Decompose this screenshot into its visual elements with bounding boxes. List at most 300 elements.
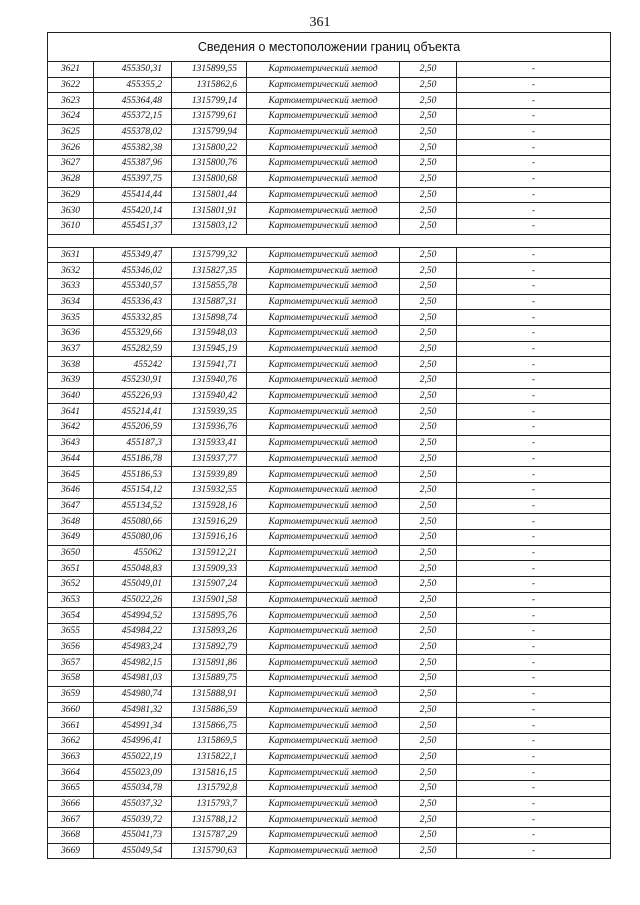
point-number-cell: 3633 bbox=[48, 278, 94, 294]
coord-y-cell: 1315940,42 bbox=[172, 388, 247, 404]
coord-y-cell: 1315862,6 bbox=[172, 77, 247, 93]
coord-y-cell: 1315793,7 bbox=[172, 796, 247, 812]
method-cell: Картометрический метод bbox=[247, 109, 400, 125]
point-number-cell: 3621 bbox=[48, 62, 94, 78]
accuracy-cell: 2,50 bbox=[400, 608, 457, 624]
table-row bbox=[48, 718, 611, 734]
table-row bbox=[48, 529, 611, 545]
point-number-cell: 3636 bbox=[48, 326, 94, 342]
accuracy-cell: 2,50 bbox=[400, 498, 457, 514]
description-cell: - bbox=[457, 686, 611, 702]
coord-y-cell: 1315822,1 bbox=[172, 749, 247, 765]
coord-x-cell: 455414,44 bbox=[94, 187, 172, 203]
coord-y-cell: 1315869,5 bbox=[172, 733, 247, 749]
method-cell: Картометрический метод bbox=[247, 624, 400, 640]
coord-y-cell: 1315939,35 bbox=[172, 404, 247, 420]
point-number-cell: 3648 bbox=[48, 514, 94, 530]
coord-y-cell: 1315889,75 bbox=[172, 671, 247, 687]
accuracy-cell: 2,50 bbox=[400, 812, 457, 828]
point-number-cell: 3652 bbox=[48, 577, 94, 593]
table-row bbox=[48, 326, 611, 342]
coord-x-cell: 455037,32 bbox=[94, 796, 172, 812]
description-cell: - bbox=[457, 608, 611, 624]
table-row bbox=[48, 843, 611, 859]
point-number-cell: 3663 bbox=[48, 749, 94, 765]
coord-x-cell: 455034,78 bbox=[94, 780, 172, 796]
coord-x-cell: 455041,73 bbox=[94, 828, 172, 844]
point-number-cell: 3632 bbox=[48, 263, 94, 279]
point-number-cell: 3627 bbox=[48, 156, 94, 172]
description-cell: - bbox=[457, 765, 611, 781]
coord-x-cell: 455350,31 bbox=[94, 62, 172, 78]
coord-y-cell: 1315790,63 bbox=[172, 843, 247, 859]
coord-y-cell: 1315940,76 bbox=[172, 373, 247, 389]
coord-y-cell: 1315901,58 bbox=[172, 592, 247, 608]
coord-y-cell: 1315801,44 bbox=[172, 187, 247, 203]
table-row bbox=[48, 156, 611, 172]
description-cell: - bbox=[457, 218, 611, 234]
coord-y-cell: 1315912,21 bbox=[172, 545, 247, 561]
point-number-cell: 3628 bbox=[48, 171, 94, 187]
coord-x-cell: 454996,41 bbox=[94, 733, 172, 749]
coord-y-cell: 1315916,16 bbox=[172, 529, 247, 545]
accuracy-cell: 2,50 bbox=[400, 278, 457, 294]
description-cell: - bbox=[457, 341, 611, 357]
table-row bbox=[48, 482, 611, 498]
description-cell: - bbox=[457, 388, 611, 404]
description-cell: - bbox=[457, 749, 611, 765]
coord-y-cell: 1315800,76 bbox=[172, 156, 247, 172]
description-cell: - bbox=[457, 326, 611, 342]
table-row bbox=[48, 294, 611, 310]
coord-x-cell: 455022,26 bbox=[94, 592, 172, 608]
coord-y-cell: 1315936,76 bbox=[172, 420, 247, 436]
coord-y-cell: 1315886,59 bbox=[172, 702, 247, 718]
description-cell: - bbox=[457, 263, 611, 279]
point-number-cell: 3644 bbox=[48, 451, 94, 467]
table-row bbox=[48, 203, 611, 219]
point-number-cell: 3669 bbox=[48, 843, 94, 859]
accuracy-cell: 2,50 bbox=[400, 545, 457, 561]
accuracy-cell: 2,50 bbox=[400, 420, 457, 436]
table-row bbox=[48, 357, 611, 373]
description-cell: - bbox=[457, 498, 611, 514]
method-cell: Картометрический метод bbox=[247, 77, 400, 93]
coord-x-cell: 454991,34 bbox=[94, 718, 172, 734]
table-row bbox=[48, 420, 611, 436]
method-cell: Картометрический метод bbox=[247, 702, 400, 718]
coord-x-cell: 455187,3 bbox=[94, 435, 172, 451]
method-cell: Картометрический метод bbox=[247, 294, 400, 310]
method-cell: Картометрический метод bbox=[247, 171, 400, 187]
coord-y-cell: 1315792,8 bbox=[172, 780, 247, 796]
accuracy-cell: 2,50 bbox=[400, 765, 457, 781]
description-cell: - bbox=[457, 357, 611, 373]
point-number-cell: 3658 bbox=[48, 671, 94, 687]
description-cell: - bbox=[457, 796, 611, 812]
table-row bbox=[48, 218, 611, 234]
point-number-cell: 3655 bbox=[48, 624, 94, 640]
coord-x-cell: 455378,02 bbox=[94, 124, 172, 140]
method-cell: Картометрический метод bbox=[247, 718, 400, 734]
method-cell: Картометрический метод bbox=[247, 247, 400, 263]
coord-y-cell: 1315816,15 bbox=[172, 765, 247, 781]
accuracy-cell: 2,50 bbox=[400, 828, 457, 844]
coord-y-cell: 1315801,91 bbox=[172, 203, 247, 219]
table-row bbox=[48, 671, 611, 687]
point-number-cell: 3656 bbox=[48, 639, 94, 655]
coord-x-cell: 454984,22 bbox=[94, 624, 172, 640]
description-cell: - bbox=[457, 187, 611, 203]
description-cell: - bbox=[457, 561, 611, 577]
method-cell: Картометрический метод bbox=[247, 529, 400, 545]
coord-y-cell: 1315941,71 bbox=[172, 357, 247, 373]
point-number-cell: 3643 bbox=[48, 435, 94, 451]
table-row bbox=[48, 435, 611, 451]
coord-y-cell: 1315803,12 bbox=[172, 218, 247, 234]
description-cell: - bbox=[457, 592, 611, 608]
coord-y-cell: 1315937,77 bbox=[172, 451, 247, 467]
method-cell: Картометрический метод bbox=[247, 326, 400, 342]
coord-x-cell: 455154,12 bbox=[94, 482, 172, 498]
coord-x-cell: 455048,83 bbox=[94, 561, 172, 577]
table-row bbox=[48, 702, 611, 718]
coord-y-cell: 1315928,16 bbox=[172, 498, 247, 514]
accuracy-cell: 2,50 bbox=[400, 482, 457, 498]
table-row bbox=[48, 812, 611, 828]
page-number: 361 bbox=[309, 15, 331, 30]
method-cell: Картометрический метод bbox=[247, 843, 400, 859]
coord-x-cell: 454981,03 bbox=[94, 671, 172, 687]
coord-x-cell: 455062 bbox=[94, 545, 172, 561]
description-cell: - bbox=[457, 77, 611, 93]
coord-x-cell: 455372,15 bbox=[94, 109, 172, 125]
boundary-table bbox=[47, 32, 611, 859]
coord-x-cell: 455023,09 bbox=[94, 765, 172, 781]
point-number-cell: 3635 bbox=[48, 310, 94, 326]
method-cell: Картометрический метод bbox=[247, 733, 400, 749]
table-row bbox=[48, 373, 611, 389]
coord-x-cell: 455397,75 bbox=[94, 171, 172, 187]
coord-y-cell: 1315939,89 bbox=[172, 467, 247, 483]
table-row bbox=[48, 577, 611, 593]
point-number-cell: 3650 bbox=[48, 545, 94, 561]
accuracy-cell: 2,50 bbox=[400, 357, 457, 373]
table-row bbox=[48, 608, 611, 624]
accuracy-cell: 2,50 bbox=[400, 467, 457, 483]
accuracy-cell: 2,50 bbox=[400, 592, 457, 608]
description-cell: - bbox=[457, 109, 611, 125]
method-cell: Картометрический метод bbox=[247, 686, 400, 702]
method-cell: Картометрический метод bbox=[247, 608, 400, 624]
point-number-cell: 3662 bbox=[48, 733, 94, 749]
table-title-row bbox=[48, 33, 611, 62]
coord-y-cell: 1315899,55 bbox=[172, 62, 247, 78]
method-cell: Картометрический метод bbox=[247, 357, 400, 373]
method-cell: Картометрический метод bbox=[247, 812, 400, 828]
description-cell: - bbox=[457, 577, 611, 593]
coord-y-cell: 1315895,76 bbox=[172, 608, 247, 624]
table-row bbox=[48, 341, 611, 357]
accuracy-cell: 2,50 bbox=[400, 203, 457, 219]
point-number-cell: 3640 bbox=[48, 388, 94, 404]
description-cell: - bbox=[457, 140, 611, 156]
table-row bbox=[48, 514, 611, 530]
coord-x-cell: 455230,91 bbox=[94, 373, 172, 389]
coord-x-cell: 455242 bbox=[94, 357, 172, 373]
point-number-cell: 3638 bbox=[48, 357, 94, 373]
description-cell: - bbox=[457, 467, 611, 483]
coord-x-cell: 455332,85 bbox=[94, 310, 172, 326]
table-row bbox=[48, 686, 611, 702]
coord-y-cell: 1315788,12 bbox=[172, 812, 247, 828]
accuracy-cell: 2,50 bbox=[400, 780, 457, 796]
accuracy-cell: 2,50 bbox=[400, 514, 457, 530]
description-cell: - bbox=[457, 718, 611, 734]
table-row bbox=[48, 310, 611, 326]
coord-x-cell: 455226,93 bbox=[94, 388, 172, 404]
table-row bbox=[48, 561, 611, 577]
point-number-cell: 3661 bbox=[48, 718, 94, 734]
coord-x-cell: 454982,15 bbox=[94, 655, 172, 671]
method-cell: Картометрический метод bbox=[247, 749, 400, 765]
method-cell: Картометрический метод bbox=[247, 404, 400, 420]
point-number-cell: 3657 bbox=[48, 655, 94, 671]
coord-y-cell: 1315891,86 bbox=[172, 655, 247, 671]
coord-y-cell: 1315898,74 bbox=[172, 310, 247, 326]
point-number-cell: 3634 bbox=[48, 294, 94, 310]
method-cell: Картометрический метод bbox=[247, 156, 400, 172]
method-cell: Картометрический метод bbox=[247, 561, 400, 577]
description-cell: - bbox=[457, 156, 611, 172]
coord-x-cell: 455134,52 bbox=[94, 498, 172, 514]
coord-y-cell: 1315907,24 bbox=[172, 577, 247, 593]
coord-y-cell: 1315916,29 bbox=[172, 514, 247, 530]
method-cell: Картометрический метод bbox=[247, 514, 400, 530]
coord-x-cell: 455039,72 bbox=[94, 812, 172, 828]
description-cell: - bbox=[457, 671, 611, 687]
accuracy-cell: 2,50 bbox=[400, 404, 457, 420]
method-cell: Картометрический метод bbox=[247, 498, 400, 514]
table-row bbox=[48, 140, 611, 156]
point-number-cell: 3639 bbox=[48, 373, 94, 389]
point-number-cell: 3625 bbox=[48, 124, 94, 140]
coord-y-cell: 1315799,32 bbox=[172, 247, 247, 263]
description-cell: - bbox=[457, 514, 611, 530]
description-cell: - bbox=[457, 828, 611, 844]
method-cell: Картометрический метод bbox=[247, 203, 400, 219]
description-cell: - bbox=[457, 482, 611, 498]
description-cell: - bbox=[457, 93, 611, 109]
coord-x-cell: 455382,38 bbox=[94, 140, 172, 156]
coord-y-cell: 1315866,75 bbox=[172, 718, 247, 734]
table-row bbox=[48, 639, 611, 655]
coord-x-cell: 455387,96 bbox=[94, 156, 172, 172]
coord-x-cell: 455355,2 bbox=[94, 77, 172, 93]
coord-y-cell: 1315932,55 bbox=[172, 482, 247, 498]
coord-x-cell: 455080,06 bbox=[94, 529, 172, 545]
description-cell: - bbox=[457, 529, 611, 545]
description-cell: - bbox=[457, 780, 611, 796]
method-cell: Картометрический метод bbox=[247, 828, 400, 844]
method-cell: Картометрический метод bbox=[247, 780, 400, 796]
accuracy-cell: 2,50 bbox=[400, 718, 457, 734]
coord-y-cell: 1315888,91 bbox=[172, 686, 247, 702]
method-cell: Картометрический метод bbox=[247, 577, 400, 593]
coord-x-cell: 455049,01 bbox=[94, 577, 172, 593]
method-cell: Картометрический метод bbox=[247, 545, 400, 561]
coord-x-cell: 455329,66 bbox=[94, 326, 172, 342]
point-number-cell: 3629 bbox=[48, 187, 94, 203]
table-row bbox=[48, 828, 611, 844]
method-cell: Картометрический метод bbox=[247, 420, 400, 436]
table-row bbox=[48, 404, 611, 420]
method-cell: Картометрический метод bbox=[247, 592, 400, 608]
method-cell: Картометрический метод bbox=[247, 124, 400, 140]
accuracy-cell: 2,50 bbox=[400, 187, 457, 203]
point-number-cell: 3653 bbox=[48, 592, 94, 608]
table-title: Сведения о местоположении границ объекта bbox=[48, 33, 611, 62]
table-row bbox=[48, 624, 611, 640]
method-cell: Картометрический метод bbox=[247, 796, 400, 812]
accuracy-cell: 2,50 bbox=[400, 686, 457, 702]
table-row bbox=[48, 451, 611, 467]
accuracy-cell: 2,50 bbox=[400, 341, 457, 357]
coord-y-cell: 1315892,79 bbox=[172, 639, 247, 655]
method-cell: Картометрический метод bbox=[247, 341, 400, 357]
coord-y-cell: 1315800,68 bbox=[172, 171, 247, 187]
point-number-cell: 3668 bbox=[48, 828, 94, 844]
table-row bbox=[48, 733, 611, 749]
method-cell: Картометрический метод bbox=[247, 435, 400, 451]
coord-x-cell: 455340,57 bbox=[94, 278, 172, 294]
point-number-cell: 3626 bbox=[48, 140, 94, 156]
accuracy-cell: 2,50 bbox=[400, 624, 457, 640]
table-row bbox=[48, 263, 611, 279]
accuracy-cell: 2,50 bbox=[400, 671, 457, 687]
coord-x-cell: 454980,74 bbox=[94, 686, 172, 702]
coord-y-cell: 1315893,26 bbox=[172, 624, 247, 640]
table-row bbox=[48, 780, 611, 796]
description-cell: - bbox=[457, 247, 611, 263]
coord-y-cell: 1315800,22 bbox=[172, 140, 247, 156]
accuracy-cell: 2,50 bbox=[400, 577, 457, 593]
description-cell: - bbox=[457, 310, 611, 326]
description-cell: - bbox=[457, 404, 611, 420]
section-separator-row bbox=[48, 234, 611, 247]
accuracy-cell: 2,50 bbox=[400, 109, 457, 125]
accuracy-cell: 2,50 bbox=[400, 294, 457, 310]
point-number-cell: 3641 bbox=[48, 404, 94, 420]
point-number-cell: 3642 bbox=[48, 420, 94, 436]
coord-y-cell: 1315948,03 bbox=[172, 326, 247, 342]
point-number-cell: 3623 bbox=[48, 93, 94, 109]
point-number-cell: 3646 bbox=[48, 482, 94, 498]
coord-x-cell: 455214,41 bbox=[94, 404, 172, 420]
coord-x-cell: 455364,48 bbox=[94, 93, 172, 109]
accuracy-cell: 2,50 bbox=[400, 733, 457, 749]
coord-y-cell: 1315909,33 bbox=[172, 561, 247, 577]
method-cell: Картометрический метод bbox=[247, 218, 400, 234]
description-cell: - bbox=[457, 294, 611, 310]
coord-x-cell: 455346,02 bbox=[94, 263, 172, 279]
accuracy-cell: 2,50 bbox=[400, 77, 457, 93]
method-cell: Картометрический метод bbox=[247, 451, 400, 467]
coord-x-cell: 454983,24 bbox=[94, 639, 172, 655]
coord-x-cell: 455336,43 bbox=[94, 294, 172, 310]
coord-x-cell: 455022,19 bbox=[94, 749, 172, 765]
accuracy-cell: 2,50 bbox=[400, 310, 457, 326]
coord-y-cell: 1315787,29 bbox=[172, 828, 247, 844]
table-row bbox=[48, 467, 611, 483]
description-cell: - bbox=[457, 624, 611, 640]
table-row bbox=[48, 749, 611, 765]
description-cell: - bbox=[457, 655, 611, 671]
coord-x-cell: 455282,59 bbox=[94, 341, 172, 357]
point-number-cell: 3647 bbox=[48, 498, 94, 514]
description-cell: - bbox=[457, 702, 611, 718]
coord-y-cell: 1315799,14 bbox=[172, 93, 247, 109]
accuracy-cell: 2,50 bbox=[400, 171, 457, 187]
table-row bbox=[48, 765, 611, 781]
point-number-cell: 3645 bbox=[48, 467, 94, 483]
accuracy-cell: 2,50 bbox=[400, 326, 457, 342]
accuracy-cell: 2,50 bbox=[400, 388, 457, 404]
point-number-cell: 3659 bbox=[48, 686, 94, 702]
method-cell: Картометрический метод bbox=[247, 62, 400, 78]
accuracy-cell: 2,50 bbox=[400, 124, 457, 140]
table-row bbox=[48, 171, 611, 187]
point-number-cell: 3610 bbox=[48, 218, 94, 234]
accuracy-cell: 2,50 bbox=[400, 263, 457, 279]
description-cell: - bbox=[457, 812, 611, 828]
section-separator bbox=[48, 234, 611, 247]
description-cell: - bbox=[457, 733, 611, 749]
accuracy-cell: 2,50 bbox=[400, 639, 457, 655]
coord-x-cell: 455420,14 bbox=[94, 203, 172, 219]
description-cell: - bbox=[457, 420, 611, 436]
method-cell: Картометрический метод bbox=[247, 140, 400, 156]
point-number-cell: 3631 bbox=[48, 247, 94, 263]
method-cell: Картометрический метод bbox=[247, 467, 400, 483]
coord-y-cell: 1315799,61 bbox=[172, 109, 247, 125]
accuracy-cell: 2,50 bbox=[400, 796, 457, 812]
method-cell: Картометрический метод bbox=[247, 655, 400, 671]
description-cell: - bbox=[457, 843, 611, 859]
coord-y-cell: 1315799,94 bbox=[172, 124, 247, 140]
method-cell: Картометрический метод bbox=[247, 671, 400, 687]
table-row bbox=[48, 498, 611, 514]
coord-y-cell: 1315933,41 bbox=[172, 435, 247, 451]
table-row bbox=[48, 655, 611, 671]
method-cell: Картометрический метод bbox=[247, 278, 400, 294]
accuracy-cell: 2,50 bbox=[400, 247, 457, 263]
point-number-cell: 3624 bbox=[48, 109, 94, 125]
accuracy-cell: 2,50 bbox=[400, 373, 457, 389]
accuracy-cell: 2,50 bbox=[400, 843, 457, 859]
point-number-cell: 3667 bbox=[48, 812, 94, 828]
coord-x-cell: 455186,53 bbox=[94, 467, 172, 483]
point-number-cell: 3665 bbox=[48, 780, 94, 796]
method-cell: Картометрический метод bbox=[247, 765, 400, 781]
table-row bbox=[48, 109, 611, 125]
table-row bbox=[48, 187, 611, 203]
accuracy-cell: 2,50 bbox=[400, 655, 457, 671]
table-row bbox=[48, 796, 611, 812]
method-cell: Картометрический метод bbox=[247, 639, 400, 655]
coord-y-cell: 1315887,31 bbox=[172, 294, 247, 310]
method-cell: Картометрический метод bbox=[247, 263, 400, 279]
